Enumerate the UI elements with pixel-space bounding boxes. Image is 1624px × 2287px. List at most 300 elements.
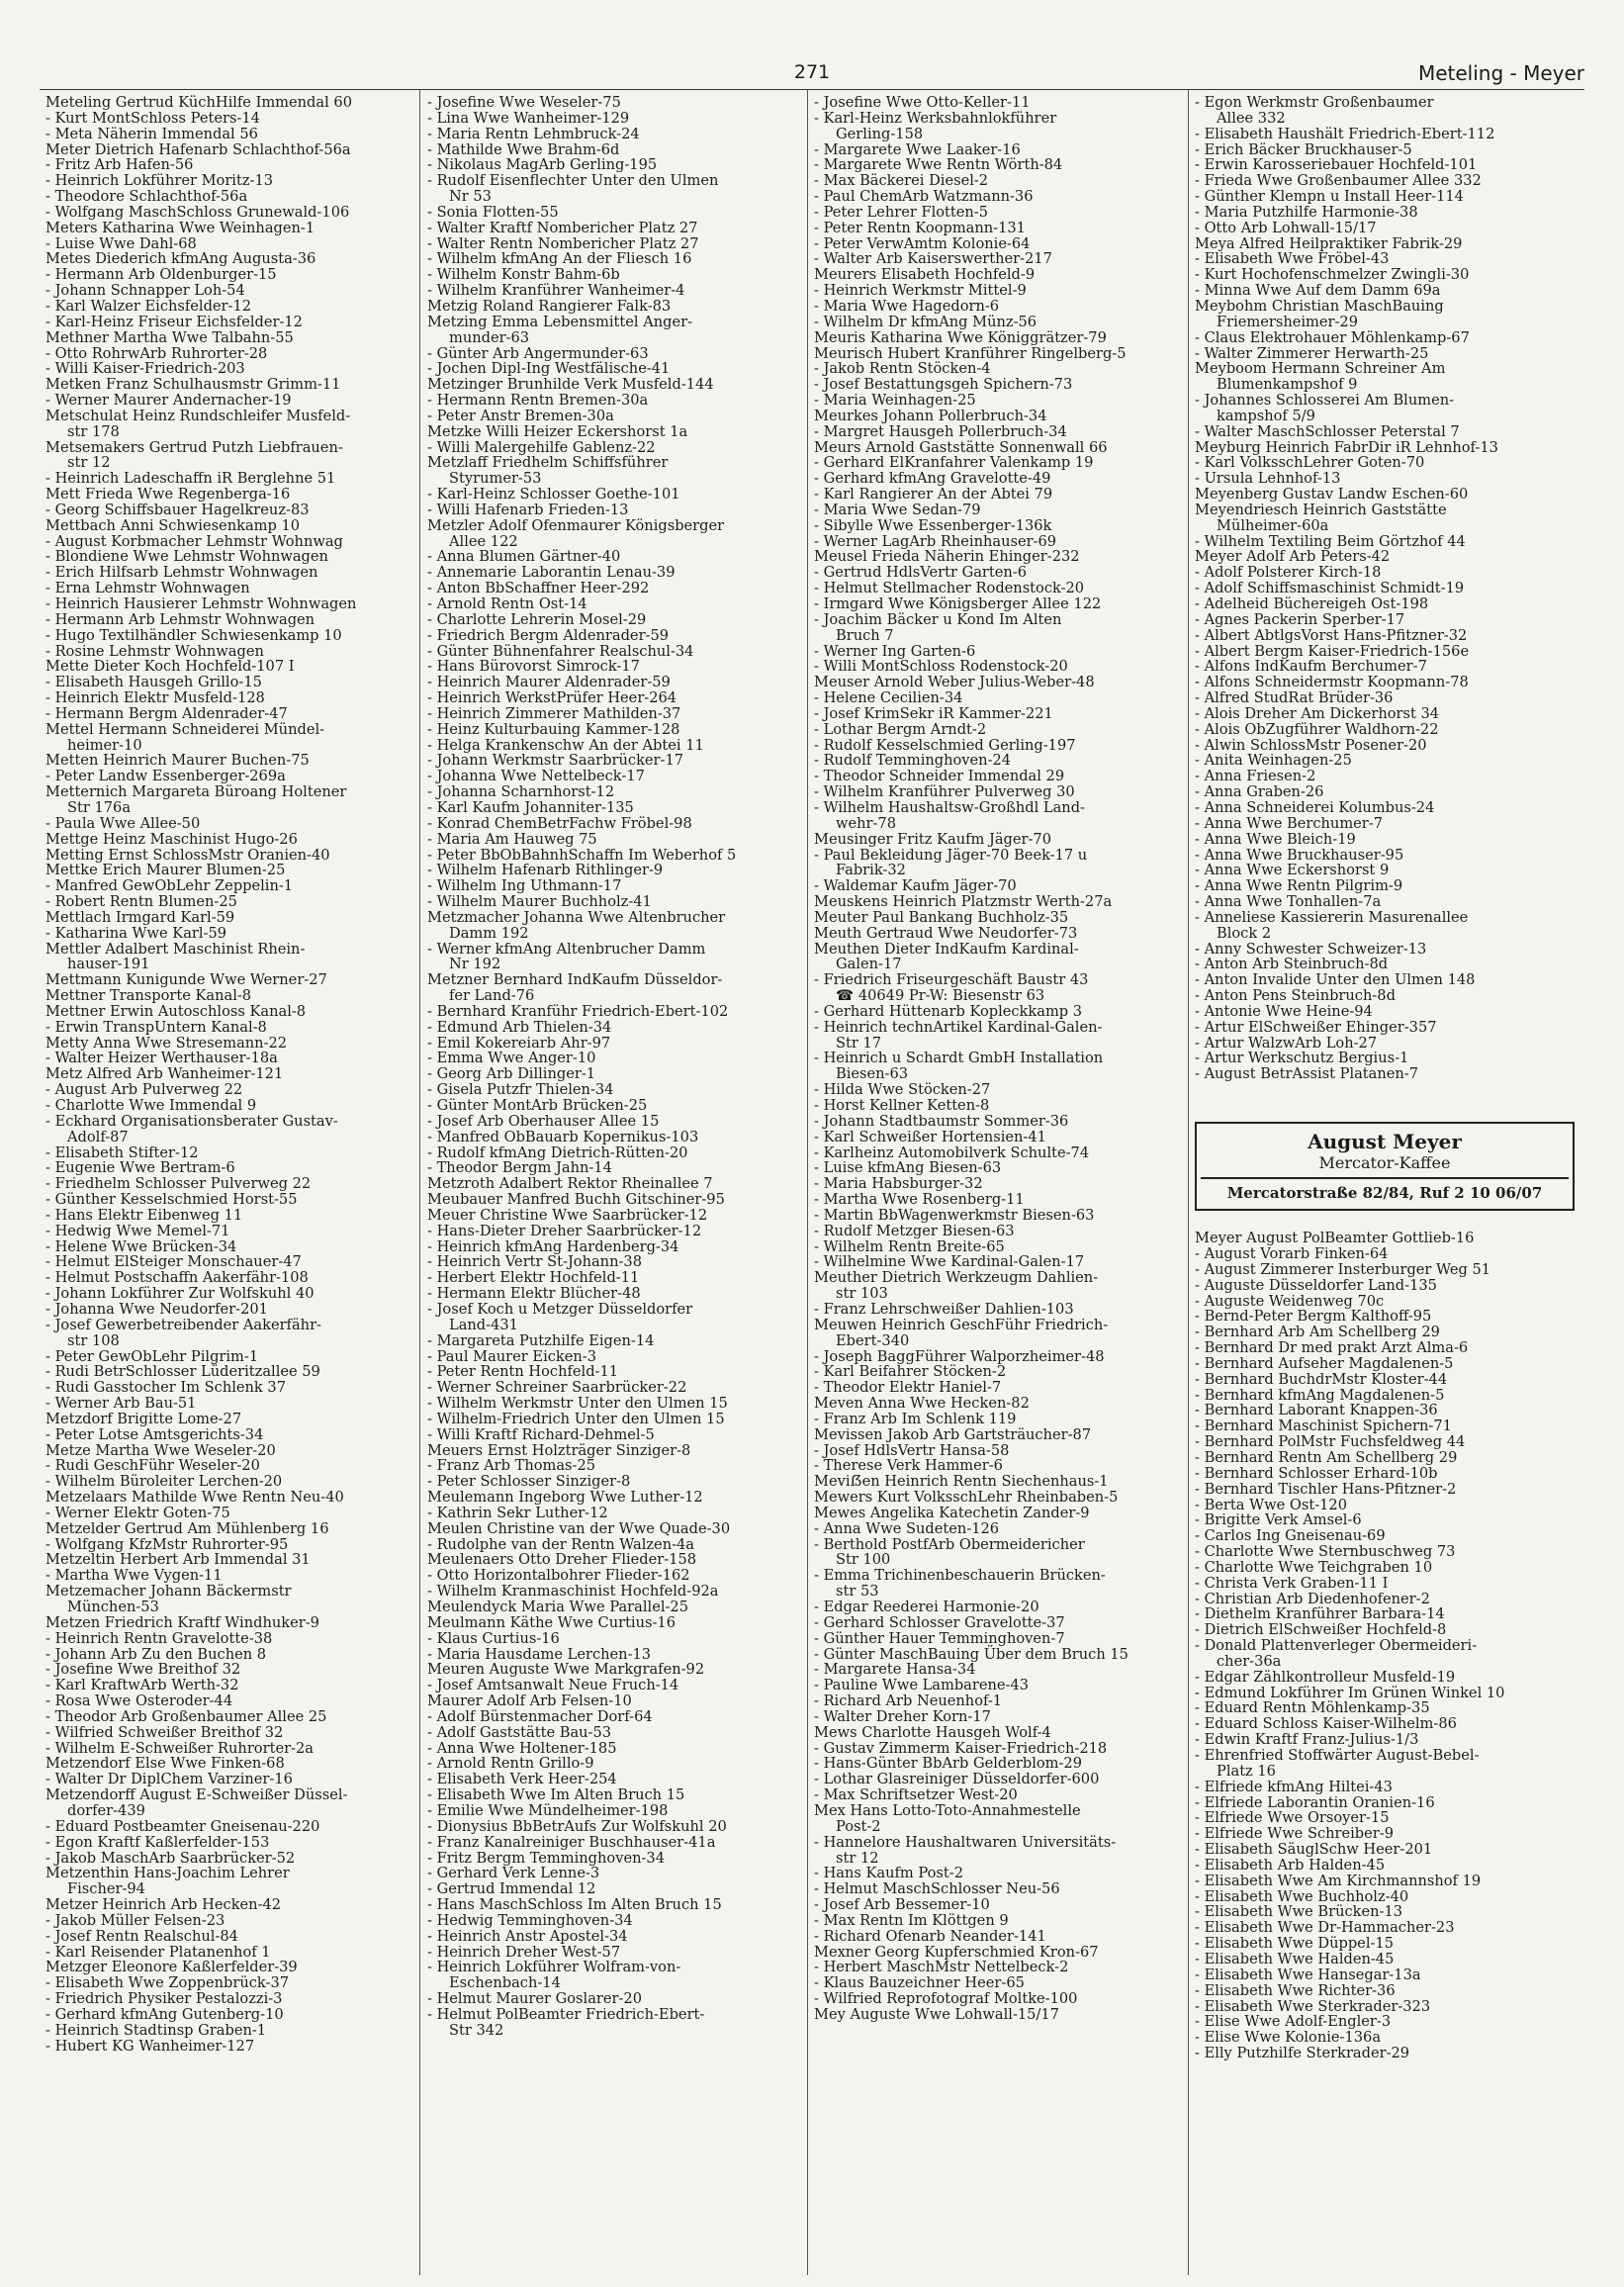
directory-entry: - Gerhard Schlosser Gravelotte-37 (814, 1613, 1065, 1631)
directory-entry: Metschulat Heinz Rundschleifer Musfeld- str 178 (45, 407, 351, 440)
directory-entry: - Wilhelm-Friedrich Unter den Ulmen 15 (427, 1410, 725, 1427)
directory-entry: Metzelaars Mathilde Wwe Rentn Neu-40 (45, 1489, 344, 1507)
directory-entry: - Gerhard Verk Lenne-3 (427, 1865, 600, 1882)
directory-entry: - Karl-Heinz Schlosser Goethe-101 (427, 486, 680, 503)
directory-entry: - Günther Kesselschmied Horst-55 (45, 1191, 298, 1209)
directory-entry: Mews Charlotte Hausgeh Wolf-4 (814, 1723, 1051, 1741)
directory-entry: - Gisela Putzfr Thielen-34 (427, 1081, 614, 1099)
directory-entry: Metty Anna Wwe Stresemann-22 (45, 1034, 288, 1052)
directory-entry: - Hermann Rentn Bremen-30a (427, 392, 649, 410)
directory-entry: Mette Dieter Koch Hochfeld-107 I (45, 658, 295, 676)
directory-entry: - Adelheid Büchereigeh Ost-198 (1195, 595, 1429, 612)
directory-entry: - Wilhelm Büroleiter Lerchen-20 (45, 1473, 283, 1491)
directory-entry: - Irmgard Wwe Königsberger Allee 122 (814, 595, 1102, 612)
directory-entry: - Werner Elektr Goten-75 (45, 1504, 230, 1521)
directory-entry: - Konrad ChemBetrFachw Fröbel-98 (427, 814, 692, 832)
directory-entry: - Theodor Elektr Haniel-7 (814, 1379, 1002, 1397)
directory-entry: - Robert Rentn Blumen-25 (45, 893, 237, 911)
directory-entry: - Günter Arb Angermunder-63 (427, 344, 649, 362)
directory-entry: Mett Frieda Wwe Regenberga-16 (45, 486, 291, 503)
directory-entry: - Anton Arb Steinbruch-8d (1195, 956, 1389, 973)
directory-entry: - Kurt MontSchloss Peters-14 (45, 109, 260, 127)
directory-entry: - Edgar Reederei Harmonie-20 (814, 1599, 1039, 1615)
directory-entry: - Gerhard ElKranfahrer Valenkamp 19 (814, 454, 1094, 472)
directory-entry: - Karl Kaufm Johanniter-135 (427, 798, 634, 816)
directory-entry: - Maria Wwe Hagedorn-6 (814, 297, 1000, 315)
directory-entry: - Johann Arb Zu den Buchen 8 (45, 1645, 267, 1663)
directory-entry: - Gerhard Hüttenarb Kopleckkamp 3 (814, 1002, 1083, 1020)
directory-entry: - Georg Schiffsbauer Hagelkreuz-83 (45, 501, 310, 518)
directory-entry: - Alwin SchlossMstr Posener-20 (1195, 736, 1427, 754)
directory-entry: - Alfred StudRat Brüder-36 (1195, 689, 1394, 707)
directory-entry: - Eugenie Wwe Bertram-6 (45, 1159, 235, 1177)
directory-entry: - Wilhelm Textiling Beim Görtzhof 44 (1195, 532, 1466, 550)
directory-entry: - Bernhard kfmAng Magdalenen-5 (1195, 1386, 1445, 1404)
page-header (40, 59, 1584, 90)
directory-entry: - August Zimmerer Insterburger Weg 51 (1195, 1260, 1491, 1278)
directory-entry: - Blondiene Wwe Lehmstr Wohnwagen (45, 548, 328, 566)
directory-entry: - Elly Putzhilfe Sterkrader-29 (1195, 2045, 1410, 2062)
directory-entry: - Annemarie Laborantin Lenau-39 (427, 564, 676, 582)
directory-entry: - Walter Kraftf Nombericher Platz 27 (427, 219, 698, 236)
directory-entry: Meuskens Heinrich Platzmstr Werth-27a (814, 893, 1113, 911)
directory-entry: Meurkes Johann Pollerbruch-34 (814, 407, 1047, 424)
directory-entry: - Christian Arb Diedenhofener-2 (1195, 1590, 1430, 1607)
directory-entry: - Eduard Postbeamter Gneisenau-220 (45, 1817, 320, 1835)
directory-entry: Meteling Gertrud KüchHilfe Immendal 60 (45, 95, 352, 111)
directory-entry: - Nikolaus MagArb Gerling-195 (427, 156, 658, 174)
directory-entry: - Joseph BaggFührer Walporzheimer-48 (814, 1347, 1105, 1365)
directory-entry: - Bernhard Arb Am Schellberg 29 (1195, 1324, 1440, 1341)
directory-entry: Metzke Willi Heizer Eckershorst 1a (427, 422, 688, 440)
directory-entry: - Theodor Schneider Immendal 29 (814, 768, 1065, 785)
directory-entry: - Günther Klempn u Install Heer-114 (1195, 188, 1464, 206)
directory-entry: - Diethelm Kranführer Barbara-14 (1195, 1605, 1445, 1623)
directory-entry: - Max Rentn Im Klöttgen 9 (814, 1911, 1009, 1929)
directory-entry: - Willi Malergehilfe Gablenz-22 (427, 438, 656, 456)
directory-entry: - Heinrich Maurer Aldenrader-59 (427, 674, 671, 691)
directory-entry: - Mathilde Wwe Brahm-6d (427, 140, 620, 158)
directory-entry: - Anna Wwe Rentn Pilgrim-9 (1195, 877, 1403, 895)
directory-entry: - Herbert MaschMstr Nettelbeck-2 (814, 1959, 1069, 1976)
directory-entry: - Otto RohrwArb Ruhrorter-28 (45, 344, 268, 362)
directory-entry: Metzing Emma Lebensmittel Anger- munder-63 (427, 313, 693, 346)
directory-entry: - Helmut PolBeamter Friedrich-Ebert- Str 342 (427, 2005, 705, 2039)
directory-entry: Mex Hans Lotto-Toto-Annahmestelle Post-2 (814, 1801, 1081, 1835)
directory-entry: - Luise kfmAng Biesen-63 (814, 1159, 1002, 1177)
directory-entry: - Bernhard Kranführ Friedrich-Ebert-102 (427, 1002, 729, 1020)
directory-entry: - Peter Schlosser Sinziger-8 (427, 1473, 631, 1491)
directory-entry: - Elisabeth Wwe Düppel-15 (1195, 1935, 1394, 1953)
directory-entry: - Arnold Rentn Grillo-9 (427, 1755, 594, 1773)
directory-entry: - Karl Rangierer An der Abtei 79 (814, 486, 1053, 503)
directory-entry: - Paul ChemArb Watzmann-36 (814, 188, 1034, 206)
directory-entry: - Franz Kanalreiniger Buschhauser-41a (427, 1833, 716, 1851)
directory-entry: - Günter MaschBauing Über dem Bruch 15 (814, 1645, 1128, 1663)
directory-entry: - Wolfgang MaschSchloss Grunewald-106 (45, 203, 350, 221)
directory-entry: Meusel Frieda Näherin Ehinger-232 (814, 548, 1080, 566)
directory-entry: - Werner Ing Garten-6 (814, 642, 976, 660)
directory-entry: - Martha Wwe Rosenberg-11 (814, 1191, 1025, 1209)
directory-entry: - Elisabeth Haushält Friedrich-Ebert-112 (1195, 125, 1495, 142)
directory-entry: - Emma Wwe Anger-10 (427, 1050, 596, 1067)
directory-entry: - Margareta Putzhilfe Eigen-14 (427, 1331, 655, 1349)
directory-entry: - Anton Invalide Unter den Ulmen 148 (1195, 971, 1476, 989)
directory-entry: - Erich Hilfsarb Lehmstr Wohnwagen (45, 564, 318, 582)
directory-entry: - Lothar Bergm Arndt-2 (814, 720, 987, 738)
directory-entry: Meuris Katharina Wwe Königgrätzer-79 (814, 328, 1107, 346)
directory-entry: Meurers Elisabeth Hochfeld-9 (814, 266, 1036, 284)
directory-entry: - Eduard Schloss Kaiser-Wilhelm-86 (1195, 1715, 1457, 1733)
directory-entry: - Adolf Polsterer Kirch-18 (1195, 564, 1382, 582)
directory-entry: Meuser Arnold Weber Julius-Weber-48 (814, 674, 1095, 691)
directory-entry: - Maria Wwe Sedan-79 (814, 501, 981, 518)
directory-entry: - Anton Pens Steinbruch-8d (1195, 987, 1396, 1005)
directory-entry: - Waldemar Kaufm Jäger-70 (814, 877, 1017, 895)
directory-entry: - Josef Bestattungsgeh Spichern-73 (814, 376, 1073, 394)
directory-entry: - Werner Maurer Andernacher-19 (45, 392, 292, 410)
directory-entry: - Adolf Bürstenmacher Dorf-64 (427, 1707, 653, 1725)
directory-entry: Meurs Arnold Gaststätte Sonnenwall 66 (814, 438, 1108, 456)
directory-entry: - Paul Maurer Eicken-3 (427, 1347, 596, 1365)
directory-entry: - Werner Schreiner Saarbrücker-22 (427, 1379, 687, 1397)
directory-entry: - Josefine Wwe Otto-Keller-11 (814, 95, 1031, 111)
directory-entry: - Franz Arb Im Schlenk 119 (814, 1410, 1017, 1427)
directory-entry: - Johannes Schlosserei Am Blumen- kampshof 5/9 (1195, 392, 1455, 424)
directory-entry: - Elfriede Laborantin Oranien-16 (1195, 1793, 1435, 1811)
directory-entry: - Wilhelm Kranmaschinist Hochfeld-92a (427, 1583, 719, 1601)
directory-entry: - Margret Hausgeh Pollerbruch-34 (814, 422, 1067, 440)
directory-entry: - Erwin TranspUntern Kanal-8 (45, 1018, 267, 1036)
directory-entry: - Peter Rentn Koopmann-131 (814, 219, 1026, 236)
directory-entry: - Albert Bergm Kaiser-Friedrich-156e (1195, 642, 1470, 660)
directory-entry: - Auguste Düsseldorfer Land-135 (1195, 1276, 1437, 1294)
directory-entry: - Josefine Wwe Weseler-75 (427, 95, 621, 111)
directory-entry: Maurer Adolf Arb Felsen-10 (427, 1692, 632, 1710)
directory-entry: - Artur ElSchweißer Ehinger-357 (1195, 1018, 1437, 1036)
directory-entry: - Rudolf Kesselschmied Gerling-197 (814, 736, 1076, 754)
advertisement-box (1195, 1122, 1575, 1211)
directory-entry: - Willi Kraftf Richard-Dehmel-5 (427, 1425, 655, 1443)
directory-entry: - Egon Kraftf Kaßlerfelder-153 (45, 1833, 270, 1851)
directory-entry: - August Arb Pulverweg 22 (45, 1081, 243, 1099)
directory-entry: - Fritz Bergm Temminghoven-34 (427, 1849, 665, 1867)
directory-entry: Metes Diederich kfmAng Augusta-36 (45, 250, 316, 268)
directory-entry: - Elisabeth Wwe Fröbel-43 (1195, 250, 1390, 268)
directory-entry: Metzger Eleonore Kaßlerfelder-39 (45, 1959, 298, 1976)
directory-entry: - Karl KraftwArb Werth-32 (45, 1677, 239, 1694)
directory-entry: - Richard Arb Neuenhof-1 (814, 1692, 1003, 1710)
directory-entry: - Josef Amtsanwalt Neue Fruch-14 (427, 1677, 679, 1694)
directory-entry: - Edmund Arb Thielen-34 (427, 1018, 612, 1036)
directory-entry: - Peter BbObBahnhSchaffn Im Weberhof 5 (427, 846, 737, 864)
directory-entry: - Walter Heizer Werthauser-18a (45, 1050, 278, 1067)
directory-entry: Meulendyck Maria Wwe Parallel-25 (427, 1599, 688, 1615)
directory-column-3 (814, 95, 1182, 2271)
directory-entry: Metzdorf Brigitte Lome-27 (45, 1410, 242, 1427)
directory-entry: - Elisabeth Wwe Dr-Hammacher-23 (1195, 1919, 1455, 1937)
directory-entry: - Heinrich Elektr Musfeld-128 (45, 689, 265, 707)
directory-entry: - Heinrich Werkmstr Mittel-9 (814, 282, 1027, 300)
directory-entry: - Anna Wwe Holtener-185 (427, 1739, 617, 1757)
directory-entry: - Bernhard PolMstr Fuchsfeldweg 44 (1195, 1433, 1466, 1451)
directory-entry: - Anneliese Kassiererin Masurenallee Block 2 (1195, 908, 1469, 942)
directory-entry: - Johanna Scharnhorst-12 (427, 783, 615, 801)
directory-entry: - Kathrin Sekr Luther-12 (427, 1504, 608, 1521)
directory-entry: - Heinrich Vertr St-Johann-38 (427, 1253, 642, 1271)
directory-entry: - Elfriede Wwe Schreiber-9 (1195, 1825, 1394, 1843)
directory-column-1 (45, 95, 413, 2271)
directory-entry: - Elisabeth Wwe Hansegar-13a (1195, 1966, 1421, 1983)
directory-entry: - Wilhelmine Wwe Kardinal-Galen-17 (814, 1253, 1085, 1271)
directory-entry: - Klaus Bauzeichner Heer-65 (814, 1974, 1025, 1992)
directory-entry: - Walter Dr DiplChem Varziner-16 (45, 1771, 293, 1788)
directory-entry: Mettner Transporte Kanal-8 (45, 987, 252, 1005)
directory-entry: - Alois ObZugführer Waldhorn-22 (1195, 720, 1439, 738)
directory-entry: Metzlaff Friedhelm Schiffsführer Styrumer-53 (427, 454, 669, 488)
directory-entry: - Manfred ObBauarb Kopernikus-103 (427, 1128, 699, 1145)
directory-entry: - Wilfried Schweißer Breithof 32 (45, 1723, 284, 1741)
directory-entry: - Franz Arb Thomas-25 (427, 1457, 596, 1475)
directory-entry: - Otto Arb Lohwall-15/17 (1195, 219, 1377, 236)
directory-entry: Metzelder Gertrud Am Mühlenberg 16 (45, 1519, 329, 1537)
directory-entry: - Charlotte Wwe Teichgraben 10 (1195, 1558, 1433, 1576)
directory-entry: Meven Anna Wwe Hecken-82 (814, 1395, 1030, 1413)
directory-entry: - Maria Weinhagen-25 (814, 392, 976, 410)
directory-entry: - Elisabeth Wwe Richter-36 (1195, 1981, 1396, 1999)
directory-entry: - Josef Koch u Metzger Düsseldorfer Land-431 (427, 1300, 693, 1333)
page-number: 271 (793, 61, 831, 83)
column-4-bottom-block (1195, 1231, 1575, 2061)
directory-entry: - Wilhelm Kranführer Wanheimer-4 (427, 282, 685, 300)
directory-entry: - Walter MaschSchlosser Peterstal 7 (1195, 422, 1460, 440)
directory-entry: - Albert AbtlgsVorst Hans-Pfitzner-32 (1195, 626, 1468, 644)
directory-entry: - Heinrich Anstr Apostel-34 (427, 1927, 628, 1945)
directory-entry: Meuter Paul Bankang Buchholz-35 (814, 908, 1069, 926)
directory-entry: - Bernhard Schlosser Erhard-10b (1195, 1464, 1438, 1482)
column-4-top-block (1195, 95, 1575, 1082)
directory-entry: - Heinrich Zimmerer Mathilden-37 (427, 704, 681, 722)
directory-entry: - Heinrich u Schardt GmbH Installation Biesen-63 (814, 1050, 1104, 1083)
directory-entry: - Emilie Wwe Mündelheimer-198 (427, 1801, 669, 1819)
directory-entry: - Maria Habsburger-32 (814, 1175, 983, 1193)
directory-entry: - Josef KrimSekr iR Kammer-221 (814, 704, 1053, 722)
directory-entry: - Meta Näherin Immendal 56 (45, 125, 258, 142)
directory-entry: - Rudi BetrSchlosser Lüderitzallee 59 (45, 1363, 320, 1381)
directory-entry: Mevissen Jakob Arb Gartsträucher-87 (814, 1425, 1092, 1443)
directory-entry: - Franz Lehrschweißer Dahlien-103 (814, 1300, 1074, 1318)
directory-entry: - Bernd-Peter Bergm Kalthoff-95 (1195, 1308, 1432, 1326)
directory-entry: - Karl Beifahrer Stöcken-2 (814, 1363, 1007, 1381)
column-divider (419, 89, 420, 2275)
directory-entry: - Elise Wwe Kolonie-136a (1195, 2029, 1382, 2047)
directory-entry: Meuren Auguste Wwe Markgrafen-92 (427, 1661, 705, 1679)
directory-entry: - Martin BbWagenwerkmstr Biesen-63 (814, 1206, 1095, 1224)
directory-entry: - Gerhard kfmAng Gravelotte-49 (814, 470, 1051, 488)
directory-entry: Mettbach Anni Schwiesenkamp 10 (45, 516, 301, 534)
directory-entry: - Bernhard Maschinist Spichern-71 (1195, 1418, 1452, 1435)
directory-entry: - Theodore Schlachthof-56a (45, 188, 248, 206)
directory-entry: - Jakob MaschArb Saarbrücker-52 (45, 1849, 296, 1867)
directory-entry: - Heinrich Stadtinsp Graben-1 (45, 2021, 267, 2039)
directory-entry: - Christa Verk Graben-11 I (1195, 1574, 1389, 1592)
directory-entry: - Helene Cecilien-34 (814, 689, 963, 707)
directory-entry: - Katharina Wwe Karl-59 (45, 924, 227, 942)
directory-entry: - Rudi GeschFühr Weseler-20 (45, 1457, 260, 1475)
directory-entry: - Friedrich Bergm Aldenrader-59 (427, 626, 670, 644)
advertisement-subtitle: Mercator-Kaffee (1318, 1153, 1451, 1173)
directory-entry: - Hubert KG Wanheimer-127 (45, 2037, 255, 2055)
directory-entry: - Bernhard Tischler Hans-Pfitzner-2 (1195, 1480, 1457, 1498)
directory-entry: - Elisabeth Arb Halden-45 (1195, 1856, 1386, 1874)
directory-entry: - Anna Wwe Bruckhauser-95 (1195, 846, 1404, 864)
directory-entry: - Karl-Heinz Friseur Eichsfelder-12 (45, 313, 303, 330)
directory-entry: - Wilhelm Kranführer Pulverweg 30 (814, 783, 1075, 801)
directory-entry: - Jochen Dipl-Ing Westfälische-41 (427, 360, 671, 378)
directory-entry: Metsemakers Gertrud Putzh Liebfrauen- str 12 (45, 438, 343, 472)
directory-entry: - Erwin Karosseriebauer Hochfeld-101 (1195, 156, 1478, 174)
directory-entry: - Josef Arb Oberhauser Allee 15 (427, 1112, 660, 1130)
directory-entry: - Wilhelm Werkmstr Unter den Ulmen 15 (427, 1395, 728, 1413)
directory-entry: - Martha Wwe Vygen-11 (45, 1567, 223, 1585)
directory-entry: Meuth Gertraud Wwe Neudorfer-73 (814, 924, 1078, 942)
directory-entry: - Heinrich Rentn Gravelotte-38 (45, 1629, 273, 1647)
directory-entry: - Helmut ElSteiger Monschauer-47 (45, 1253, 302, 1271)
directory-entry: - Wolfgang KfzMstr Ruhrorter-95 (45, 1535, 289, 1553)
directory-entry: - Hugo Textilhändler Schwiesenkamp 10 (45, 626, 342, 644)
directory-entry: - Walter Rentn Nombericher Platz 27 (427, 234, 699, 252)
directory-entry: - Wilhelm kfmAng An der Fliesch 16 (427, 250, 692, 268)
directory-entry: - Josef Rentn Realschul-84 (45, 1927, 238, 1945)
directory-entry: - Heinrich WerkstPrüfer Heer-264 (427, 689, 677, 707)
directory-entry: - Emil Kokereiarb Ahr-97 (427, 1034, 611, 1052)
directory-entry: - Rudi Gasstocher Im Schlenk 37 (45, 1379, 286, 1397)
directory-entry: - Willi Hafenarb Frieden-13 (427, 501, 629, 518)
directory-column-4 (1195, 95, 1575, 2271)
directory-entry: - Günter MontArb Brücken-25 (427, 1097, 648, 1114)
directory-entry: - Dietrich ElSchweißer Hochfeld-8 (1195, 1621, 1447, 1639)
directory-entry: Metzinger Brunhilde Verk Musfeld-144 (427, 376, 714, 394)
directory-entry: - Josef Arb Bessemer-10 (814, 1896, 990, 1914)
directory-entry: Mettlach Irmgard Karl-59 (45, 908, 235, 926)
directory-entry: - Helmut MaschSchlosser Neu-56 (814, 1880, 1060, 1898)
column-divider (807, 89, 808, 2275)
column-divider (1188, 89, 1189, 2275)
directory-entry: - Friedhelm Schlosser Pulverweg 22 (45, 1175, 312, 1193)
directory-entry: - Wilhelm E-Schweißer Ruhrorter-2a (45, 1739, 314, 1757)
advertisement-name: August Meyer (1308, 1130, 1462, 1154)
directory-entry: - Anton BbSchaffner Heer-292 (427, 580, 650, 597)
directory-entry: - Edwin Kraftf Franz-Julius-1/3 (1195, 1731, 1419, 1749)
directory-entry: - Sibylle Wwe Essenberger-136k (814, 516, 1052, 534)
directory-entry: - Werner kfmAng Altenbrucher Damm Nr 192 (427, 940, 706, 973)
directory-entry: - Heinrich kfmAng Hardenberg-34 (427, 1237, 679, 1255)
directory-entry: Meubauer Manfred Buchh Gitschiner-95 (427, 1191, 725, 1209)
directory-entry: Mettler Adalbert Maschinist Rhein- hauser-191 (45, 940, 306, 973)
directory-entry: - Hermann Elektr Blücher-48 (427, 1285, 641, 1303)
directory-entry: - Rudolf Eisenflechter Unter den Ulmen Nr 53 (427, 172, 719, 206)
directory-entry: - Theodor Arb Großenbaumer Allee 25 (45, 1707, 327, 1725)
directory-entry: - Alfons IndKaufm Berchumer-7 (1195, 658, 1427, 676)
directory-entry: Meyburg Heinrich FabrDir iR Lehnhof-13 (1195, 438, 1498, 456)
directory-entry: - Elisabeth Wwe Halden-45 (1195, 1950, 1395, 1967)
directory-entry: - Elisabeth Wwe Buchholz-40 (1195, 1887, 1409, 1905)
directory-entry: - Eckhard Organisationsberater Gustav- Adolf-87 (45, 1112, 338, 1145)
directory-entry: Mettner Erwin Autoschloss Kanal-8 (45, 1002, 307, 1020)
directory-entry: - Wilhelm Dr kfmAng Münz-56 (814, 313, 1038, 330)
directory-entry: - Heinrich Dreher West-57 (427, 1943, 621, 1961)
directory-entry: - Gustav Zimmerm Kaiser-Friedrich-218 (814, 1739, 1108, 1757)
directory-entry: - Anna Wwe Eckershorst 9 (1195, 862, 1390, 879)
directory-entry: - Anna Graben-26 (1195, 783, 1324, 801)
directory-entry: - Heinrich Hausierer Lehmstr Wohnwagen (45, 595, 357, 612)
directory-entry: - Elisabeth Wwe Im Alten Bruch 15 (427, 1786, 685, 1804)
directory-entry: - Herbert Elektr Hochfeld-11 (427, 1269, 640, 1287)
directory-entry: - Gertrud Immendal 12 (427, 1880, 596, 1898)
directory-entry: Mettmann Kunigunde Wwe Werner-27 (45, 971, 327, 989)
directory-entry: - Wilhelm Konstr Bahm-6b (427, 266, 620, 284)
directory-entry: - Bernhard Rentn Am Schellberg 29 (1195, 1448, 1458, 1466)
directory-entry: Metzenthin Hans-Joachim Lehrer Fischer-94 (45, 1865, 290, 1898)
directory-entry: Metternich Margareta Büroang Holtener Str 176a (45, 783, 347, 816)
directory-entry: - Rudolf kfmAng Dietrich-Rütten-20 (427, 1144, 688, 1161)
directory-entry: Metze Martha Wwe Weseler-20 (45, 1441, 276, 1459)
directory-entry: - Hedwig Temminghoven-34 (427, 1911, 633, 1929)
directory-entry: - Hans-Dieter Dreher Saarbrücker-12 (427, 1222, 702, 1239)
directory-entry: - Charlotte Lehrerin Mosel-29 (427, 610, 647, 628)
directory-entry: - Günter Bühnenfahrer Realschul-34 (427, 642, 694, 660)
directory-entry: - Heinrich Lokführer Moritz-13 (45, 172, 274, 190)
directory-entry: - Heinrich Lokführer Wolfram-von- Eschenbach-14 (427, 1959, 681, 1992)
directory-column-2 (427, 95, 795, 2271)
directory-entry: - Rudolf Temminghoven-24 (814, 752, 1012, 770)
directory-entry: - August Vorarb Finken-64 (1195, 1245, 1389, 1262)
directory-entry: - Maria Rentn Lehmbruck-24 (427, 125, 640, 142)
directory-entry: - Elise Wwe Adolf-Engler-3 (1195, 2013, 1392, 2031)
directory-entry: Meuther Dietrich Werkzeugm Dahlien- str 103 (814, 1269, 1099, 1303)
directory-entry: Meuer Christine Wwe Saarbrücker-12 (427, 1206, 708, 1224)
directory-entry: - Otto Horizontalbohrer Flieder-162 (427, 1567, 690, 1585)
directory-entry: Meter Dietrich Hafenarb Schlachthof-56a (45, 140, 351, 158)
directory-entry: Metten Heinrich Maurer Buchen-75 (45, 752, 310, 770)
directory-entry: - Charlotte Wwe Immendal 9 (45, 1097, 257, 1114)
directory-entry: - Walter Arb Kaiserswerther-217 (814, 250, 1052, 268)
directory-entry: - Rudolphe van der Rentn Walzen-4a (427, 1535, 695, 1553)
directory-entry: - August BetrAssist Platanen-7 (1195, 1065, 1419, 1083)
directory-entry: - Josef HdlsVertr Hansa-58 (814, 1441, 1010, 1459)
directory-entry: - Carlos Ing Gneisenau-69 (1195, 1527, 1386, 1545)
directory-entry: Meulmann Käthe Wwe Curtius-16 (427, 1613, 676, 1631)
directory-entry: - Heinz Kulturbauing Kammer-128 (427, 720, 680, 738)
directory-entry: - Fritz Arb Hafen-56 (45, 156, 194, 174)
directory-entry: - Wilhelm Maurer Buchholz-41 (427, 893, 652, 911)
directory-entry: - Karl Walzer Eichsfelder-12 (45, 297, 252, 315)
directory-entry: - Joachim Bäcker u Kond Im Alten Bruch 7 (814, 610, 1062, 644)
directory-entry: Meviẞen Heinrich Rentn Siechenhaus-1 (814, 1473, 1109, 1491)
directory-entry: - Alfons Schneidermstr Koopmann-78 (1195, 674, 1469, 691)
directory-entry: - Josefine Wwe Breithof 32 (45, 1661, 241, 1679)
directory-entry: - Maria Putzhilfe Harmonie-38 (1195, 203, 1418, 221)
directory-entry: - Willi MontSchloss Rodenstock-20 (814, 658, 1068, 676)
directory-entry: Meyboom Hermann Schreiner Am Blumenkampshof 9 (1195, 360, 1446, 394)
directory-entry: - Margarete Wwe Rentn Wörth-84 (814, 156, 1063, 174)
directory-entry: Metzner Bernhard IndKaufm Düsseldor- fer Land-76 (427, 971, 723, 1005)
directory-entry: - Hans MaschSchloss Im Alten Bruch 15 (427, 1896, 722, 1914)
directory-entry: - Peter Lehrer Flotten-5 (814, 203, 989, 221)
directory-entry: Metzeltin Herbert Arb Immendal 31 (45, 1551, 311, 1569)
directory-entry: - Jakob Müller Felsen-23 (45, 1911, 226, 1929)
directory-entry: - Johann Werkmstr Saarbrücker-17 (427, 752, 684, 770)
